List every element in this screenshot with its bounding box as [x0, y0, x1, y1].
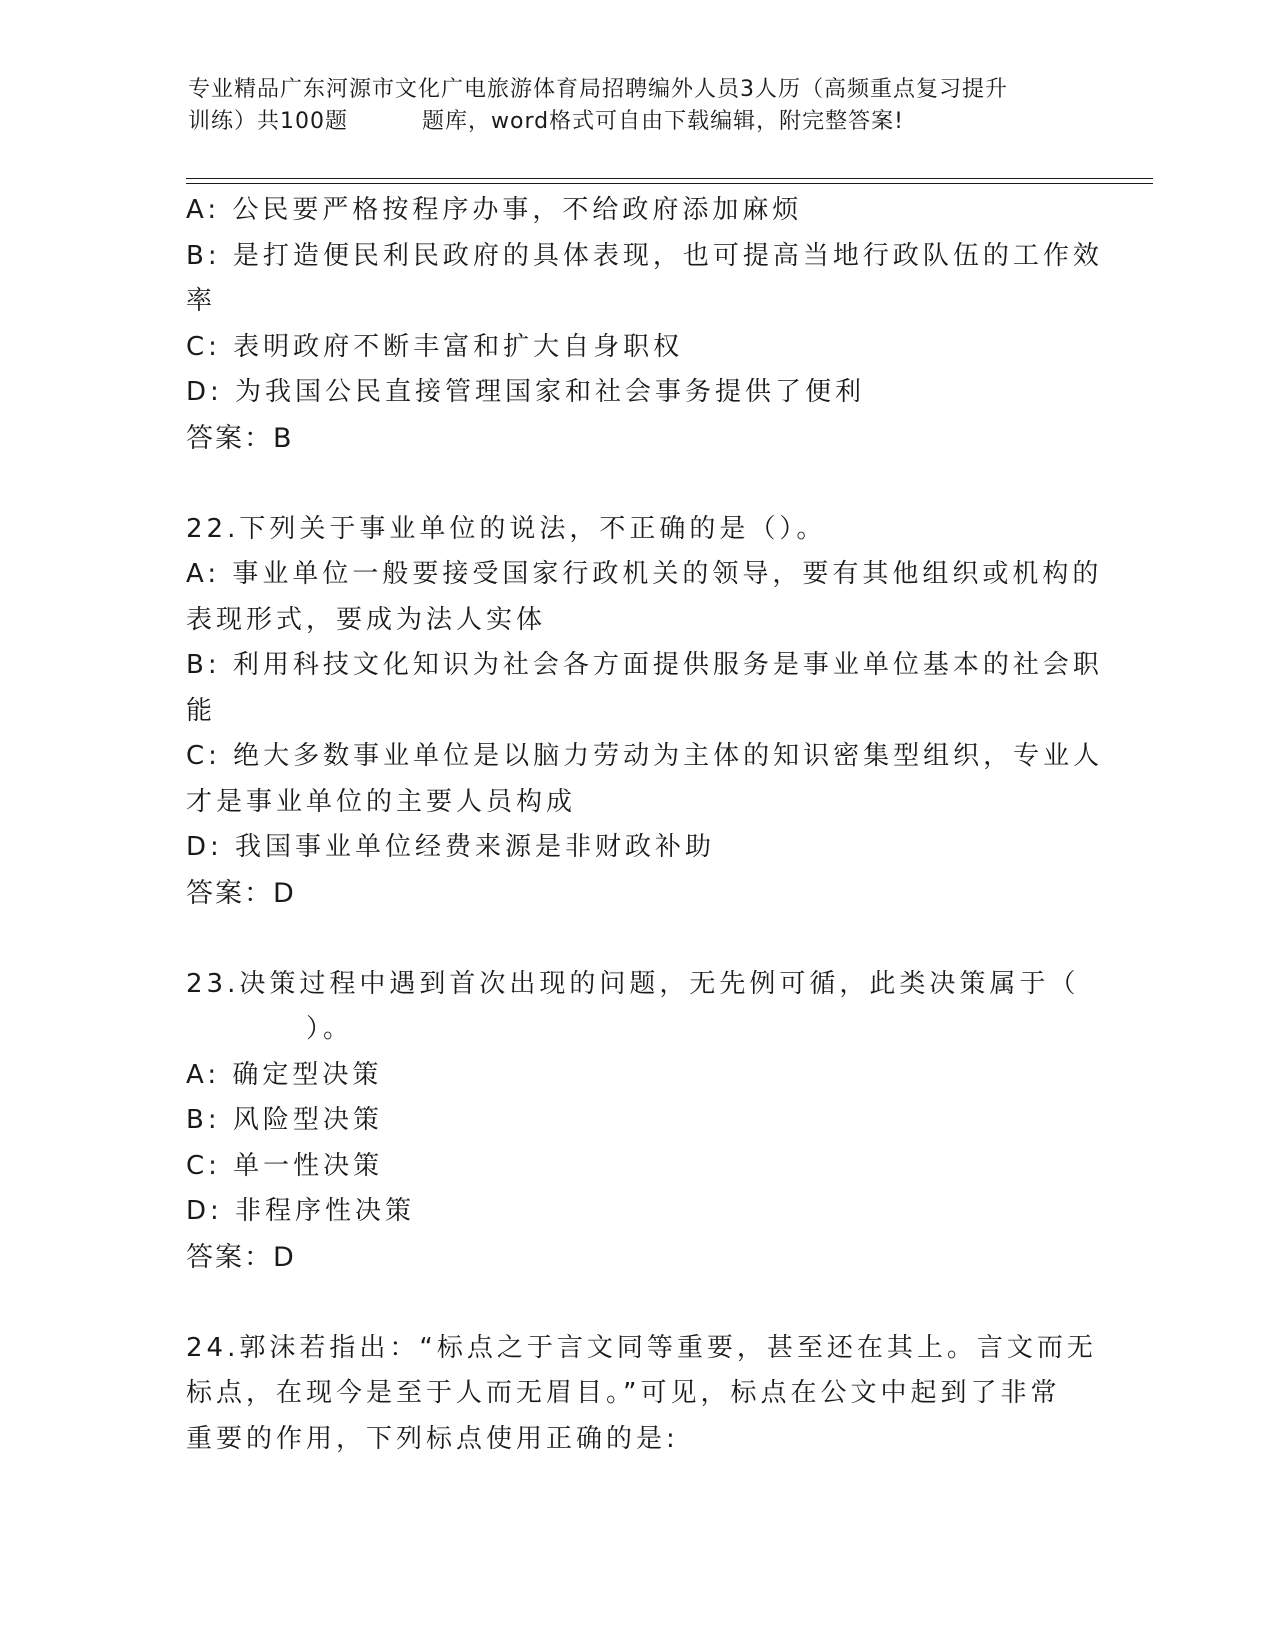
- q21-option-b-line-1: B: 是打造便民利民政府的具体表现，也可提高当地行政队伍的工作效: [186, 240, 1103, 271]
- q23-option-b: B: 风险型决策: [186, 1105, 383, 1135]
- q22-option-c-line-1: C: 绝大多数事业单位是以脑力劳动为主体的知识密集型组织，专业人: [186, 741, 1104, 771]
- question-22-block: [186, 507, 1104, 917]
- question-21-block: [186, 188, 1103, 461]
- q22-option-a-line-2: 表现形式，要成为法人实体: [186, 604, 547, 635]
- q22-answer: 答案：D: [186, 877, 296, 909]
- q21-option-d: D: 为我国公民直接管理国家和社会事务提供了便利: [186, 377, 866, 407]
- q24-stem-line-1: 24.郭沫若指出：“标点之于言文同等重要，甚至还在其上。言文而无: [186, 1332, 1097, 1363]
- q22-option-b-line-1: B: 利用科技文化知识为社会各方面提供服务是事业单位基本的社会职: [186, 650, 1103, 680]
- q23-answer: 答案：D: [186, 1241, 296, 1273]
- header-title-line-1: 专业精品广东河源市文化广电旅游体育局招聘编外人员3人历（高频重点复习提升: [188, 77, 1008, 102]
- q22-option-d: D: 我国事业单位经费来源是非财政补助: [186, 832, 716, 862]
- header-title-part-b: 题库，word格式可自由下载编辑，附完整答案!: [422, 109, 904, 134]
- page-header: [188, 74, 1088, 138]
- header-divider-bottom: [186, 183, 1153, 184]
- header-divider-top: [186, 178, 1153, 179]
- q23-option-d: D: 非程序性决策: [186, 1196, 416, 1226]
- q23-stem-line-2: ）。: [306, 1014, 354, 1044]
- q21-answer: 答案：B: [186, 422, 294, 454]
- question-content: [186, 188, 1104, 1462]
- header-title-line-2: [188, 106, 1088, 138]
- question-24-block: [186, 1326, 1097, 1463]
- q23-option-c: C: 单一性决策: [186, 1150, 384, 1181]
- q22-stem: 22.下列关于事业单位的说法，不正确的是（）。: [186, 513, 827, 544]
- q21-option-c: C: 表明政府不断丰富和扩大自身职权: [186, 331, 684, 362]
- question-23-block: [186, 962, 1086, 1281]
- q22-option-a-line-1: A: 事业单位一般要接受国家行政机关的领导，要有其他组织或机构的: [186, 559, 1103, 589]
- q21-option-b-line-2: 率: [186, 286, 217, 316]
- q22-option-c-line-2: 才是事业单位的主要人员构成: [186, 786, 577, 817]
- q24-stem-line-3: 重要的作用，下列标点使用正确的是:: [186, 1423, 679, 1454]
- q23-stem-line-1: 23.决策过程中遇到首次出现的问题，无先例可循，此类决策属于（: [186, 968, 1080, 999]
- q22-option-b-line-2: 能: [186, 695, 217, 726]
- q23-option-a: A: 确定型决策: [186, 1059, 383, 1090]
- q21-option-a: A: 公民要严格按程序办事，不给政府添加麻烦: [186, 195, 803, 225]
- header-title-part-a: 训练）共100题: [188, 109, 348, 134]
- q24-stem-line-2: 标点，在现今是至于人而无眉目。”可见，标点在公文中起到了非常: [186, 1378, 1061, 1408]
